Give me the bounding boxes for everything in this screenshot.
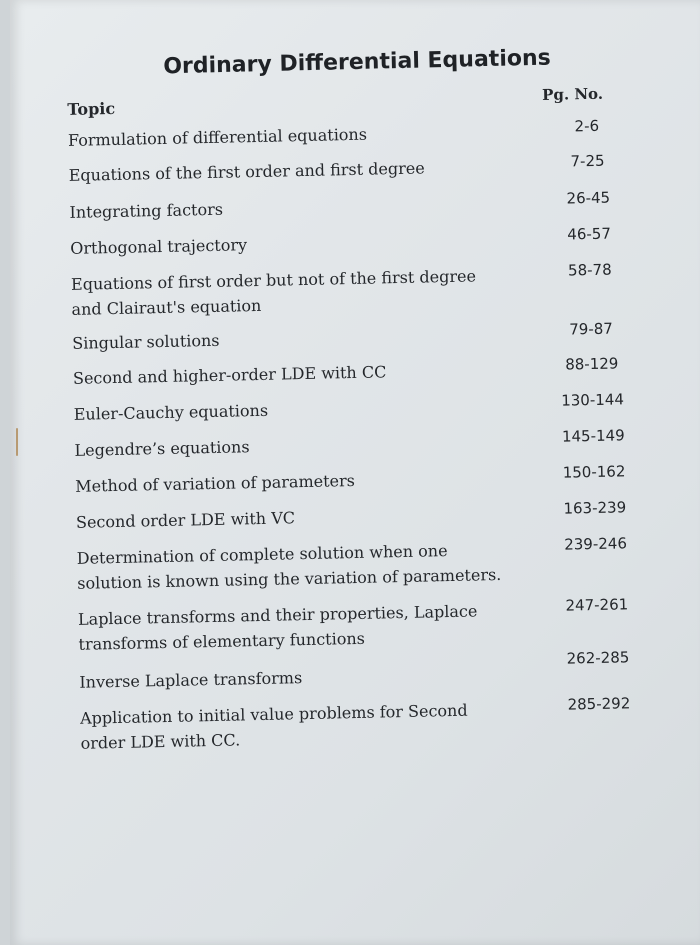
- page-column-header: Pg. No.: [541, 84, 604, 104]
- toc-topic: Euler-Cauchy equations: [73, 400, 269, 424]
- toc-page-range: 150-162: [562, 462, 626, 482]
- toc-topic: Determination of complete solution when one solution is known using the variation of parameters.: [76, 541, 502, 593]
- toc-topic: Equations of first order but not of the first degree and Clairaut's equation: [70, 266, 477, 319]
- toc-row: [71, 426, 651, 463]
- toc-page-range: 88-129: [565, 354, 619, 374]
- toc-topic: Equations of the first order and first degree: [68, 158, 425, 185]
- table-of-contents: [64, 80, 658, 756]
- toc-topic: Legendre’s equations: [74, 437, 250, 460]
- toc-row: [72, 462, 652, 499]
- toc-row: [76, 648, 656, 695]
- page-title: Ordinary Differential Equations: [163, 45, 551, 80]
- toc-page-range: 262-285: [566, 648, 630, 668]
- toc-row: [70, 390, 650, 427]
- toc-topic: Integrating factors: [69, 199, 224, 222]
- toc-row: [73, 498, 653, 535]
- toc-row: [70, 354, 650, 391]
- toc-topic: Orthogonal trajectory: [70, 235, 248, 258]
- toc-topic: Application to initial value problems for Second order LDE with CC.: [79, 700, 468, 753]
- toc-row: [67, 224, 647, 261]
- toc-topic: Laplace transforms and their properties, Laplace transforms of elementary functions: [77, 601, 478, 654]
- topic-column-header: Topic: [67, 98, 116, 119]
- toc-row: [68, 260, 649, 322]
- toc-topic: Second and higher-order LDE with CC: [72, 362, 387, 388]
- toc-page-range: 46-57: [567, 224, 612, 244]
- page-edge-mark: [16, 428, 18, 456]
- toc-row: [74, 534, 655, 596]
- toc-page-range: 2-6: [574, 116, 600, 136]
- toc-row: [66, 188, 646, 225]
- toc-page-range: 239-246: [564, 534, 628, 554]
- toc-page-range: 163-239: [563, 498, 627, 518]
- toc-topic: Formulation of differential equations: [67, 124, 368, 150]
- toc-row: [65, 116, 645, 153]
- toc-page-range: 247-261: [565, 595, 629, 615]
- toc-topic: Method of variation of parameters: [75, 470, 356, 496]
- toc-topic: Second order LDE with VC: [75, 508, 296, 532]
- toc-page-range: 7-25: [570, 151, 605, 171]
- toc-page-range: 285-292: [567, 694, 631, 714]
- toc-page-range: 58-78: [567, 260, 612, 280]
- toc-page-range: 130-144: [561, 390, 625, 410]
- toc-page-range: 145-149: [561, 426, 625, 446]
- toc-row: [69, 319, 649, 356]
- toc-row: [65, 151, 645, 188]
- toc-topic: Singular solutions: [72, 330, 220, 353]
- toc-row: [77, 694, 658, 756]
- toc-page-range: 26-45: [566, 188, 611, 208]
- toc-page-range: 79-87: [569, 319, 614, 339]
- book-page: [10, 0, 700, 945]
- toc-topic: Inverse Laplace transforms: [79, 668, 303, 692]
